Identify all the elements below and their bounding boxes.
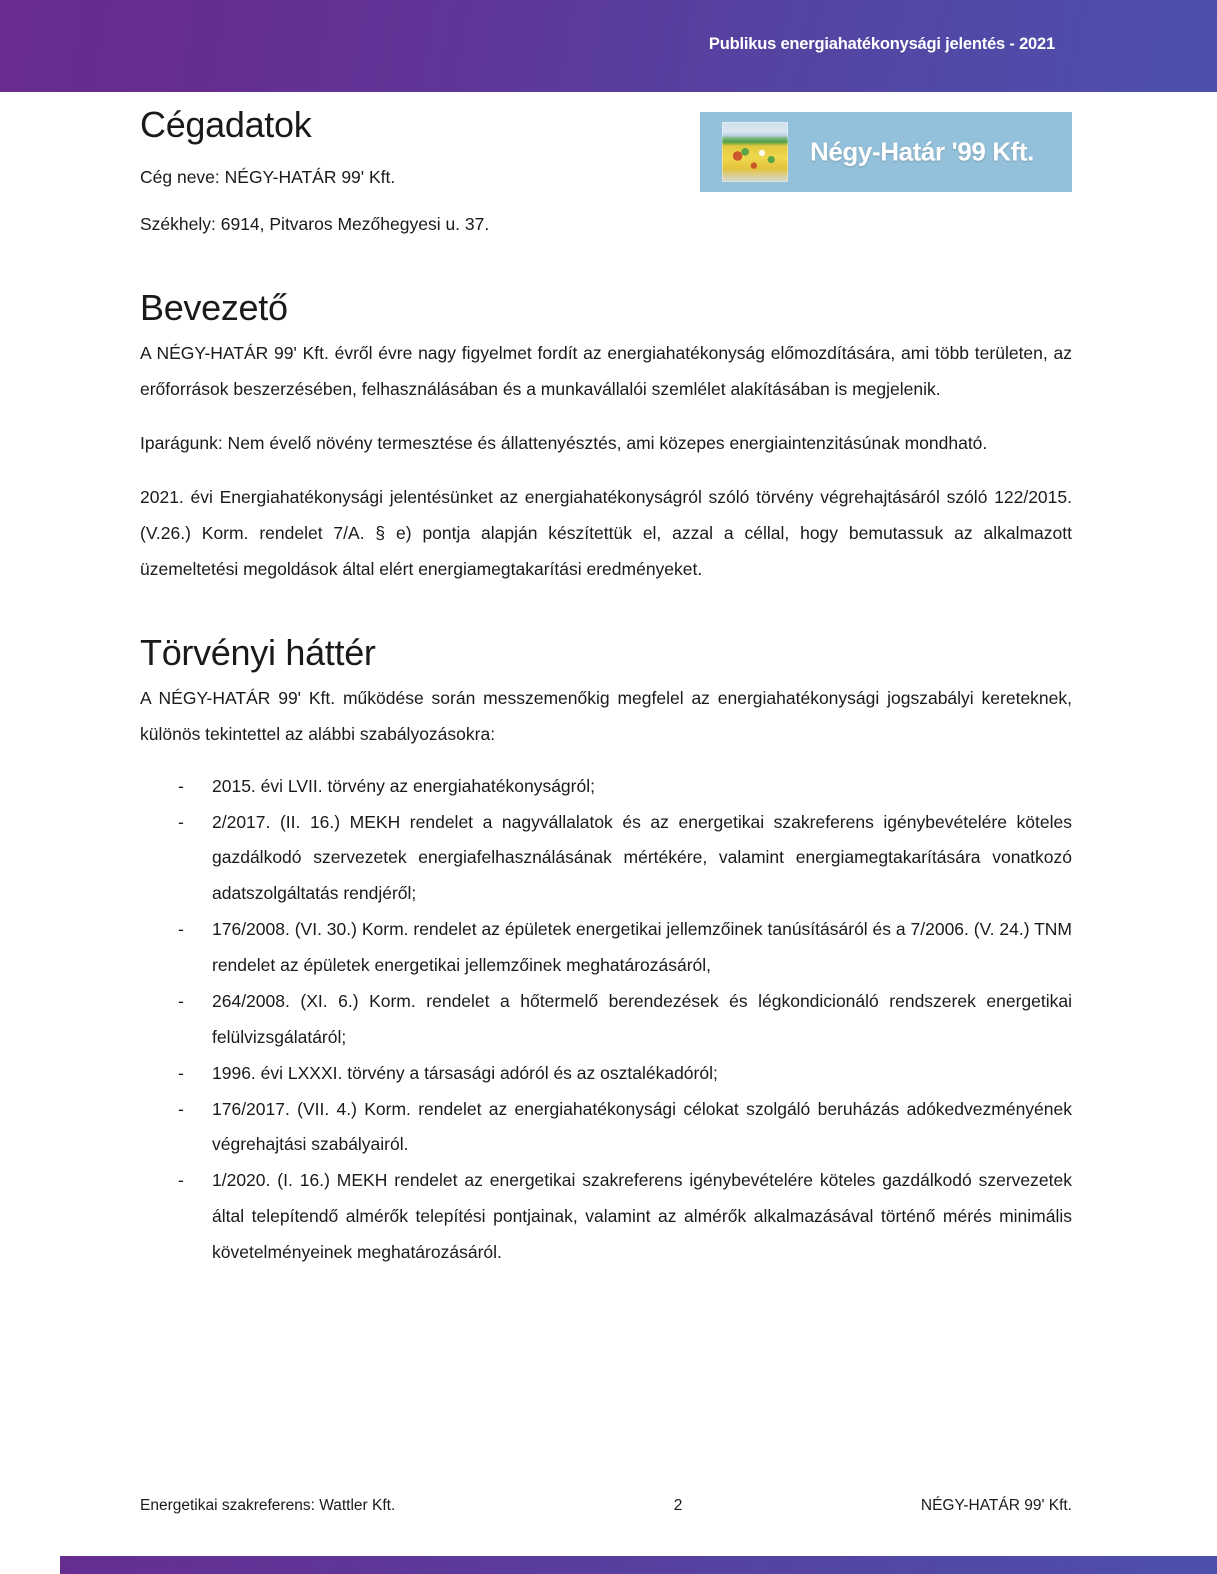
intro-paragraph-1: A NÉGY-HATÁR 99' Kft. évről évre nagy figyelmet fordít az energiahatékonyság előmozdítására, ami több területen, az erőforrások beszerzésében, felhasználásában és a munkavállalói szemlélet alakításában is megjelenik. <box>140 343 1072 400</box>
list-item <box>140 805 1072 913</box>
list-item-text: 1/2020. (I. 16.) MEKH rendelet az energetikai szakreferens igénybevételére köteles gazdálkodó szervezetek által telepítendő almérők telepítési pontjainak, valamint az almérők alkalmazásával történő mérés minimális követelményeinek meghatározásáról. <box>212 1170 1072 1263</box>
page-footer <box>140 1497 1072 1515</box>
document-body <box>140 104 1072 1271</box>
footer-right-text: NÉGY-HATÁR 99' Kft. <box>920 1497 1072 1514</box>
intro-paragraph-3: 2021. évi Energiahatékonysági jelentésünket az energiahatékonyságról szóló törvény végrehajtásáról szóló 122/2015. (V.26.) Korm. rendelet 7/A. § e) pontja alapján készítettük el, azzal a céllal, hogy bemutassuk az alkalmazott üzemeltetési megoldások által elért energiamegtakarítási eredményeket. <box>140 486 1072 579</box>
list-item <box>140 984 1072 1056</box>
footer-left-text: Energetikai szakreferens: Wattler Kft. <box>140 1497 396 1514</box>
company-address-line: Székhely: 6914, Pitvaros Mezőhegyesi u. 37. <box>140 214 490 235</box>
intro-paragraph-2: Iparágunk: Nem évelő növény termesztése és állattenyésztés, ami közepes energiaintenzitásúnak mondható. <box>140 433 988 454</box>
company-name-line: Cég neve: NÉGY-HATÁR 99' Kft. <box>140 167 396 188</box>
legal-lead-paragraph: A NÉGY-HATÁR 99' Kft. működése során messzemenőkig megfelel az energiahatékonysági jogszabályi kereteknek, különös tekintettel az alábbi szabályozásokra: <box>140 687 1072 744</box>
company-logo-text: Négy-Határ '99 Kft. <box>810 136 1034 167</box>
bullet-dash-icon: - <box>178 1170 184 1191</box>
list-item <box>140 1056 1072 1092</box>
bullet-dash-icon: - <box>178 1098 184 1119</box>
list-item <box>140 769 1072 805</box>
footer-page-number: 2 <box>673 1497 683 1514</box>
header-title: Publikus energiahatékonysági jelentés - 2021 <box>708 35 1055 53</box>
bullet-dash-icon: - <box>178 775 184 796</box>
bullet-dash-icon: - <box>178 919 184 940</box>
list-item-text: 264/2008. (XI. 6.) Korm. rendelet a hőtermelő berendezések és légkondicionáló rendszerek energetikai felülvizsgálatáról; <box>212 990 1072 1047</box>
heading-cegadatok: Cégadatok <box>140 104 312 145</box>
list-item-text: 176/2008. (VI. 30.) Korm. rendelet az épületek energetikai jellemzőinek tanúsításáról és a 7/2006. (V. 24.) TNM rendelet az épületek energetikai jellemzőinek meghatározásáról, <box>212 919 1072 976</box>
bullet-dash-icon: - <box>178 1062 184 1083</box>
list-item <box>140 1092 1072 1164</box>
heading-bevezeto: Bevezető <box>140 286 288 328</box>
bullet-dash-icon: - <box>178 811 184 832</box>
list-item-text: 2015. évi LVII. törvény az energiahatékonyságról; <box>212 775 595 796</box>
header-banner <box>0 0 1217 92</box>
footer-banner <box>60 1556 1217 1574</box>
bullet-dash-icon: - <box>178 990 184 1011</box>
list-item-text: 2/2017. (II. 16.) MEKH rendelet a nagyvállalatok és az energetikai szakreferens igénybevételére köteles gazdálkodó szervezetek energiafelhasználásának mértékére, valamint energiamegtakarítására vonatkozó adatszolgáltatás rendjéről; <box>212 811 1072 904</box>
list-item-text: 1996. évi LXXXI. törvény a társasági adóról és az osztalékadóról; <box>212 1062 718 1083</box>
legal-regulations-list <box>140 769 1072 1271</box>
heading-torvenyi-hatter: Törvényi háttér <box>140 631 376 673</box>
list-item <box>140 912 1072 984</box>
list-item-text: 176/2017. (VII. 4.) Korm. rendelet az energiahatékonysági célokat szolgáló beruházás adókedvezményének végrehajtási szabályairól. <box>212 1098 1072 1155</box>
list-item <box>140 1163 1072 1271</box>
